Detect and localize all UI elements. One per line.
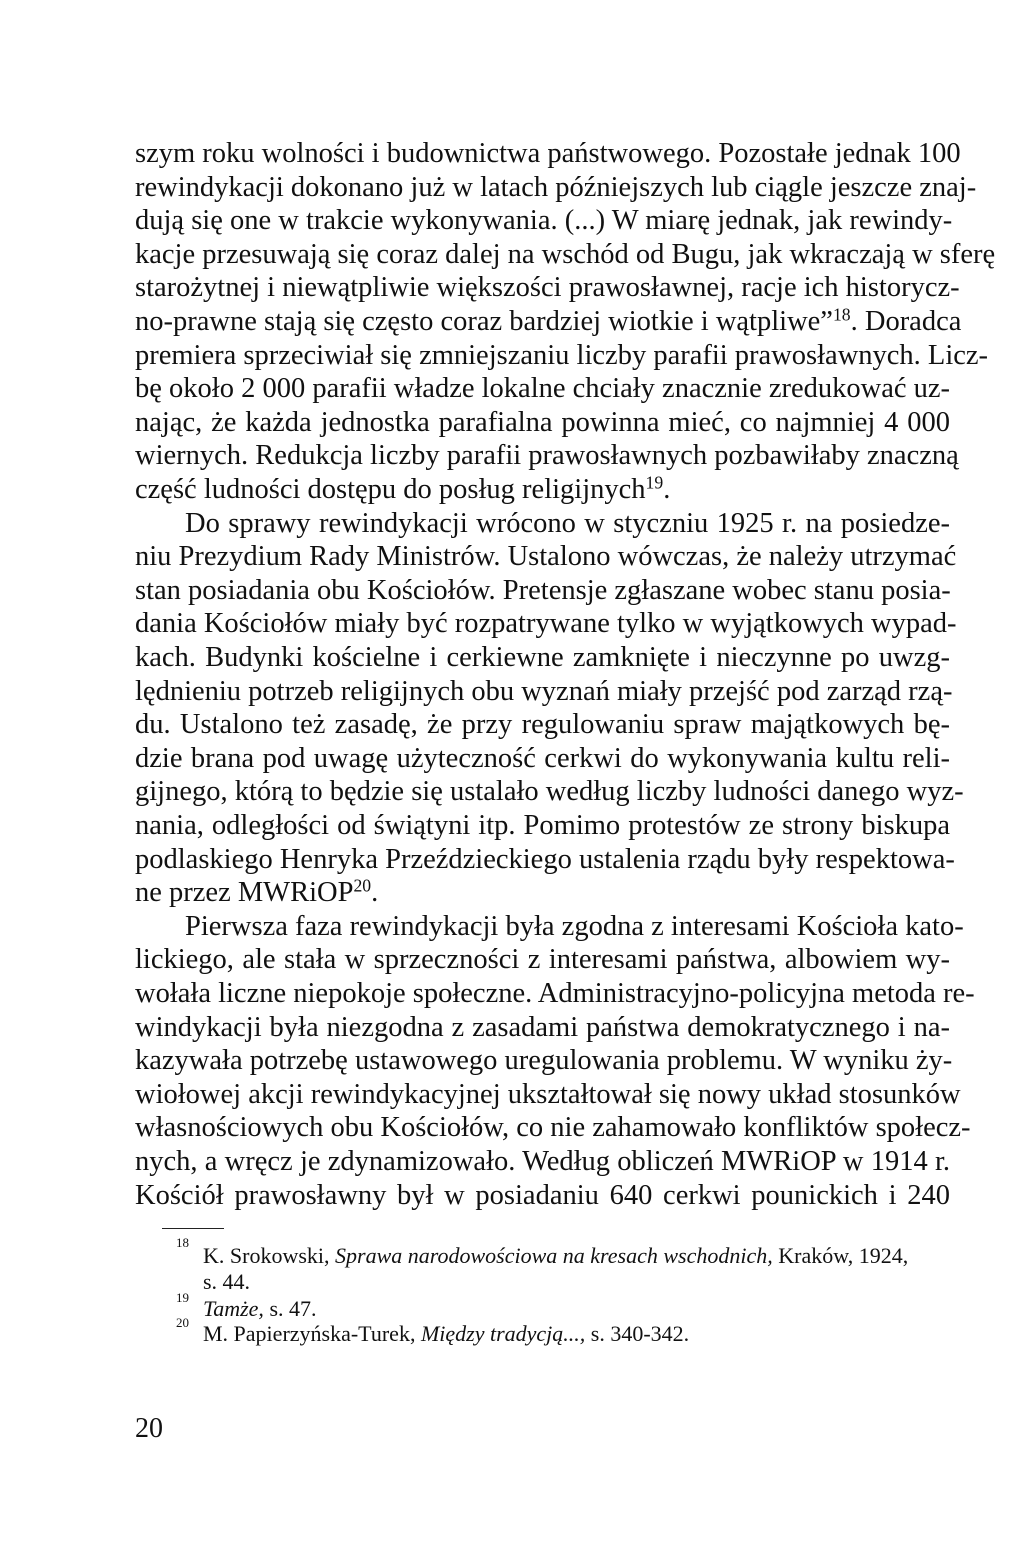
text-segment: nych, a wręcz je zdynamizowało. Według obliczeń MWRiOP w 1914 r. <box>135 1146 950 1177</box>
text-line <box>135 977 975 1011</box>
text-segment: kazywała potrzebę ustawowego uregulowania problemu. W wyniku ży- <box>135 1045 953 1077</box>
text-line <box>135 1111 971 1145</box>
text-line <box>135 809 950 843</box>
text-segment: podlaskiego Henryka Przeździeckiego ustalenia rządu były respektowa- <box>135 843 955 875</box>
text-line <box>135 943 950 977</box>
text-segment: niu Prezydium Rady Ministrów. Ustalono wówczas, że należy utrzymać <box>135 541 957 573</box>
text-line <box>135 607 957 641</box>
text-segment: du. Ustalono też zasadę, że przy regulowaniu spraw majątkowych bę- <box>135 709 950 741</box>
text-line <box>135 171 977 205</box>
text-segment: lickiego, ale stała w sprzeczności z interesami państwa, albowiem wy- <box>135 944 950 976</box>
text-line <box>135 1044 953 1078</box>
text-segment: rewindykacji dokonano już w latach późniejszych lub ciągle jeszcze znaj- <box>135 171 977 203</box>
text-segment: Do sprawy rewindykacji wrócono w styczniu 1925 r. na posiedze- <box>185 507 950 539</box>
text-line <box>185 910 964 944</box>
text-segment: . <box>371 877 379 909</box>
text-segment: lędnieniu potrzeb religijnych obu wyznań miały przejść pod zarząd rzą- <box>135 675 953 707</box>
text-line <box>135 406 950 440</box>
text-line <box>135 1179 950 1213</box>
text-line <box>135 675 953 709</box>
text-segment: wiernych. Redukcja liczby parafii prawosławnych pozbawiłaby znaczną <box>135 440 959 472</box>
text-segment: kacje przesuwają się coraz dalej na wschód od Bugu, jak wkraczają w sferę <box>135 238 996 270</box>
text-segment: nając, że każda jednostka parafialna powinna mieć, co najmniej 4 000 <box>135 406 950 438</box>
text-segment: Kościół prawosławny był w posiadaniu 640 cerkwi pounickich i 240 <box>135 1179 950 1211</box>
text-segment: no-prawne stają się często coraz bardziej wiotkie i wątpliwe” <box>135 306 833 337</box>
text-segment: . Doradca <box>850 306 962 337</box>
text-segment: . <box>663 474 671 505</box>
text-segment: gijnego, którą to będzie się ustalało według liczby ludności danego wyz- <box>135 776 964 808</box>
footnote-line <box>203 1270 250 1294</box>
text-line <box>135 271 960 305</box>
text-segment: część ludności dostępu do posług religijnych <box>135 474 646 505</box>
text-line <box>135 775 964 809</box>
text-segment: dują się one w trakcie wykonywania. (...) W miarę jednak, jak rewindy- <box>135 205 953 237</box>
text-segment: własnościowych obu Kościołów, co nie zahamowało konfliktów społecz- <box>135 1112 971 1144</box>
italic-text: Między tradycją..., <box>420 1321 586 1346</box>
text-line <box>135 339 989 373</box>
text-segment: wołała liczne niepokoje społeczne. Administracyjno-policyjna metoda re- <box>135 978 975 1009</box>
text-line <box>135 473 670 507</box>
text-line <box>185 507 950 541</box>
text-segment: K. Srokowski, <box>203 1243 336 1268</box>
text-line <box>135 540 957 574</box>
text-segment: s. 44. <box>203 1269 251 1294</box>
text-line <box>135 1011 950 1045</box>
text-segment: wiołowej akcji rewindykacyjnej ukształtował się nowy układ stosunków <box>135 1078 961 1110</box>
text-segment: bę około 2 000 parafii władze lokalne chciały znacznie zredukować uz- <box>135 373 951 405</box>
text-line <box>135 708 950 742</box>
footnote-reference[interactable]: 18 <box>832 304 851 325</box>
text-line <box>135 137 961 171</box>
text-segment: ne przez MWRiOP <box>135 877 354 909</box>
text-line <box>135 742 950 776</box>
footnote-separator <box>162 1228 224 1229</box>
footnote-reference[interactable]: 20 <box>353 875 372 896</box>
text-segment: dania Kościołów miały być rozpatrywane tylko w wyjątkowych wypad- <box>135 608 957 640</box>
text-line <box>135 372 950 406</box>
footnote-number: 19 <box>176 1290 189 1305</box>
text-segment: Pierwsza faza rewindykacji była zgodna z interesami Kościoła kato- <box>185 910 964 942</box>
italic-text: Sprawa narodowościowa na kresach wschodnich, <box>335 1243 773 1268</box>
text-line <box>135 641 950 675</box>
italic-text: Tamże, <box>203 1296 264 1321</box>
footnote-number: 20 <box>176 1315 189 1330</box>
text-segment: M. Papierzyńska-Turek, <box>203 1321 421 1346</box>
text-segment: s. 47. <box>263 1296 317 1321</box>
text-segment: windykacji była niezgodna z zasadami państwa demokratycznego i na- <box>135 1011 950 1043</box>
text-segment: starożytnej i niewątpliwie większości prawosławnej, racje ich historycz- <box>135 272 960 304</box>
text-line <box>135 876 378 910</box>
footnote-line <box>203 1322 689 1346</box>
footnote-line <box>203 1297 317 1321</box>
text-segment: nania, odległości od świątyni itp. Pomimo protestów ze strony biskupa <box>135 810 950 841</box>
text-line <box>135 304 962 339</box>
text-line <box>135 1078 961 1112</box>
text-segment: s. 340-342. <box>585 1321 690 1346</box>
footnote-line <box>203 1244 908 1268</box>
text-segment: stan posiadania obu Kościołów. Pretensje zgłaszane wobec stanu posia- <box>135 574 951 606</box>
footnote-reference[interactable]: 19 <box>645 472 664 493</box>
text-line <box>135 1145 950 1179</box>
text-line <box>135 439 959 473</box>
text-line <box>135 574 950 608</box>
text-line <box>135 238 996 272</box>
text-segment: dzie brana pod uwagę użyteczność cerkwi do wykonywania kultu reli- <box>135 742 950 774</box>
text-segment: szym roku wolności i budownictwa państwowego. Pozostałe jednak 100 <box>135 138 961 169</box>
text-line <box>135 204 953 238</box>
page-number: 20 <box>135 1413 163 1444</box>
text-segment: premiera sprzeciwiał się zmniejszaniu liczby parafii prawosławnych. Licz- <box>135 339 989 371</box>
text-segment: Kraków, 1924, <box>772 1243 909 1268</box>
text-segment: kach. Budynki kościelne i cerkiewne zamknięte i nieczynne po uwzg- <box>135 642 950 673</box>
footnote-number: 18 <box>176 1235 189 1250</box>
text-line <box>135 843 955 877</box>
